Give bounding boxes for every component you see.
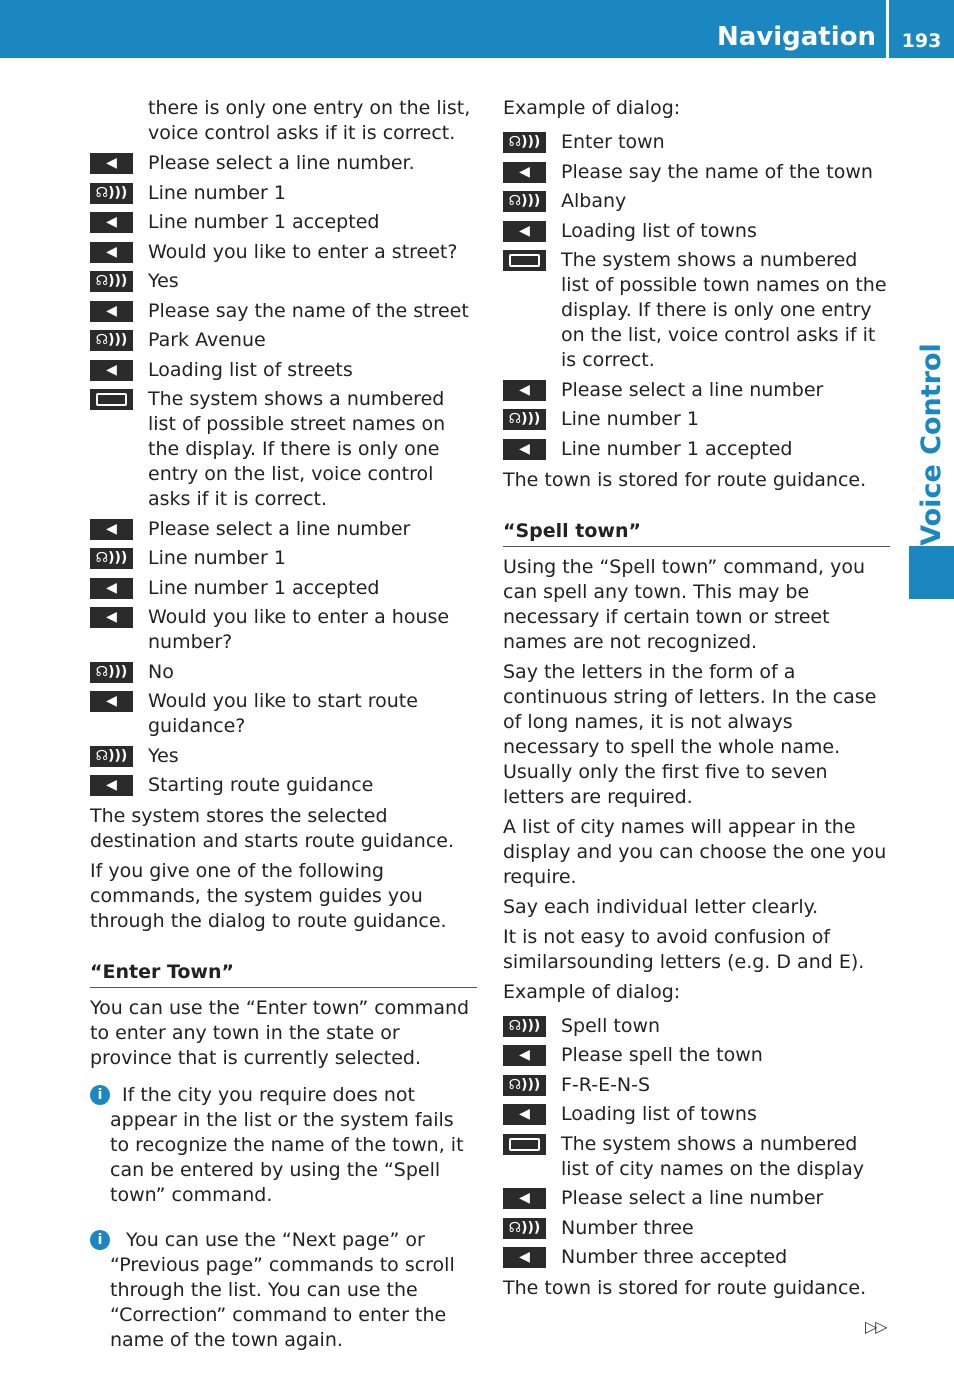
paragraph: You can use the “Enter town” command to enter any town in the state or province that is currently selected. (90, 997, 470, 1069)
continue-arrows-icon: ▷▷ (865, 1317, 886, 1336)
dialog-text: Line number 1 (148, 181, 286, 204)
paragraph: The town is stored for route guidance. (503, 468, 867, 491)
dialog-text: Line number 1 (148, 547, 286, 569)
paragraph: The system stores the selected destination and starts route guidance. (90, 805, 455, 852)
dialog-row (90, 210, 477, 235)
speech-icon: ☊))) (503, 1073, 546, 1098)
header-bar (0, 0, 954, 58)
speech-icon: ☊))) (90, 269, 133, 294)
info-text: You can use the “Next page” or “Previous page” commands to scroll through the list. You can use the “Correction” command to enter the name of the town again. (110, 1229, 455, 1351)
dialog-list (503, 130, 890, 462)
speaker-icon: ◀ (503, 1245, 546, 1270)
dialog-text: Line number 1 accepted (148, 211, 380, 233)
speaker-icon: ◀ (503, 378, 546, 403)
dialog-row (503, 437, 890, 462)
dialog-text: Number three accepted (561, 1246, 788, 1268)
dialog-row (503, 1245, 890, 1270)
speaker-icon: ◀ (503, 160, 546, 185)
speech-icon: ☊))) (90, 744, 133, 769)
dialog-list (503, 1014, 890, 1271)
dialog-text: Line number 1 accepted (561, 437, 793, 460)
info-note (90, 1083, 477, 1208)
dialog-row (503, 1043, 890, 1068)
speaker-icon: ◀ (90, 240, 133, 265)
paragraph: The town is stored for route guidance. (503, 1277, 867, 1299)
dialog-row (90, 744, 477, 769)
dialog-text: Please select a line number (561, 378, 824, 401)
dialog-text: Loading list of towns (561, 1103, 757, 1125)
speaker-icon: ◀ (90, 605, 133, 630)
dialog-row (90, 151, 477, 176)
dialog-row (90, 299, 477, 324)
speaker-icon: ◀ (90, 358, 133, 383)
side-tab (909, 343, 954, 599)
dialog-row (90, 358, 477, 383)
dialog-row (90, 660, 477, 685)
display-icon (503, 1132, 546, 1157)
display-icon (90, 387, 133, 412)
dialog-text: The system shows a numbered list of possible street names on the display. If there is only one entry on the list, voice control asks if it is correct. (148, 388, 446, 510)
dialog-row (90, 387, 477, 512)
speech-icon: ☊))) (90, 660, 133, 685)
dialog-row (503, 407, 890, 432)
paragraph: Using the “Spell town” command, you can spell any town. This may be necessary if certain town or street names are not recognized. (503, 555, 866, 653)
section-heading: “Enter Town” (90, 960, 477, 988)
info-text: If the city you require does not appear in the list or the system fails to recognize the name of the town, it can be entered by using the “Spell town” command. (110, 1084, 464, 1206)
speaker-icon: ◀ (503, 1102, 546, 1127)
dialog-text: Please select a line number (561, 1187, 824, 1209)
dialog-row (90, 773, 477, 798)
dialog-row (90, 546, 477, 571)
display-icon (503, 248, 546, 273)
dialog-text: Please say the name of the town (561, 160, 873, 183)
paragraph: Say the letters in the form of a continuous string of letters. In the case of long names, it is not always necessary to spell the whole name. Usually only the first five to seven letters are required. (503, 660, 877, 808)
dialog-text: Park Avenue (148, 329, 266, 351)
dialog-list (90, 151, 477, 798)
speech-icon: ☊))) (90, 181, 133, 206)
section-title: Navigation (716, 22, 876, 52)
paragraph: It is not easy to avoid confusion of similarsounding letters (e.g. D and E). (503, 925, 865, 973)
dialog-text: The system shows a numbered list of possible town names on the display. If there is only one entry on the list, voice control asks if it is correct. (561, 249, 887, 371)
page-number: 193 (901, 30, 942, 52)
dialog-row (503, 130, 890, 155)
dialog-row (90, 181, 477, 206)
speaker-icon: ◀ (90, 576, 133, 601)
dialog-row (90, 269, 477, 294)
dialog-row (503, 189, 890, 214)
speaker-icon: ◀ (90, 773, 133, 798)
side-tab-marker (909, 546, 954, 599)
dialog-row (503, 378, 890, 403)
dialog-row (503, 1216, 890, 1241)
speaker-icon: ◀ (90, 210, 133, 235)
dialog-text: Starting route guidance (148, 774, 374, 796)
dialog-text: Would you like to enter a house number? (148, 606, 450, 653)
dialog-text: Yes (148, 270, 179, 292)
speaker-icon: ◀ (90, 151, 133, 176)
speech-icon: ☊))) (503, 130, 546, 155)
dialog-row (503, 160, 890, 185)
speech-icon: ☊))) (503, 407, 546, 432)
speaker-icon: ◀ (503, 437, 546, 462)
speaker-icon: ◀ (90, 299, 133, 324)
speaker-icon: ◀ (503, 219, 546, 244)
speech-icon: ☊))) (503, 1014, 546, 1039)
dialog-row (503, 1102, 890, 1127)
dialog-text: Please spell the town (561, 1044, 763, 1066)
speech-icon: ☊))) (503, 1216, 546, 1241)
dialog-row (503, 1186, 890, 1211)
paragraph: A list of city names will appear in the display and you can choose the one you require. (503, 815, 887, 888)
left-column (90, 96, 477, 1373)
dialog-text: Line number 1 (561, 408, 699, 430)
speech-icon: ☊))) (90, 546, 133, 571)
dialog-text: Would you like to start route guidance? (148, 690, 418, 737)
section-heading: “Spell town” (503, 519, 890, 547)
dialog-text: Would you like to enter a street? (148, 240, 458, 263)
dialog-text: Albany (561, 190, 627, 212)
dialog-text: Line number 1 accepted (148, 576, 380, 599)
dialog-text: Please select a line number (148, 517, 411, 540)
info-icon: i (90, 1230, 110, 1250)
speaker-icon: ◀ (90, 517, 133, 542)
info-icon: i (90, 1085, 110, 1105)
dialog-row (503, 1132, 890, 1182)
example-label: Example of dialog: (503, 980, 681, 1003)
dialog-text: No (148, 660, 174, 683)
dialog-text: The system shows a numbered list of city names on the display (561, 1132, 864, 1180)
dialog-text: Spell town (561, 1014, 661, 1037)
paragraph: If you give one of the following commands, the system guides you through the dialog to route guidance. (90, 860, 447, 932)
example-label: Example of dialog: (503, 97, 681, 119)
info-note (90, 1228, 477, 1353)
speaker-icon: ◀ (503, 1043, 546, 1068)
right-column (503, 96, 890, 1301)
dialog-row (90, 689, 477, 739)
speaker-icon: ◀ (503, 1186, 546, 1211)
speaker-icon: ◀ (90, 689, 133, 714)
dialog-text: Please say the name of the street (148, 299, 469, 322)
dialog-row (90, 240, 477, 265)
side-tab-label: Voice Control (916, 343, 947, 546)
intro-text: there is only one entry on the list, voice control asks if it is correct. (148, 97, 471, 144)
dialog-row (90, 328, 477, 353)
dialog-row (90, 517, 477, 542)
dialog-text: Please select a line number. (148, 152, 415, 174)
dialog-text: Loading list of streets (148, 358, 353, 381)
dialog-text: F-R-E-N-S (561, 1073, 651, 1096)
dialog-row (503, 1073, 890, 1098)
dialog-row (503, 248, 890, 373)
paragraph: Say each individual letter clearly. (503, 895, 819, 918)
dialog-row (503, 219, 890, 244)
speech-icon: ☊))) (503, 189, 546, 214)
dialog-row (503, 1014, 890, 1039)
dialog-row (90, 576, 477, 601)
speech-icon: ☊))) (90, 328, 133, 353)
dialog-text: Loading list of towns (561, 219, 757, 242)
dialog-text: Yes (148, 744, 179, 767)
dialog-row (90, 605, 477, 655)
dialog-text: Enter town (561, 131, 665, 153)
dialog-text: Number three (561, 1216, 694, 1239)
